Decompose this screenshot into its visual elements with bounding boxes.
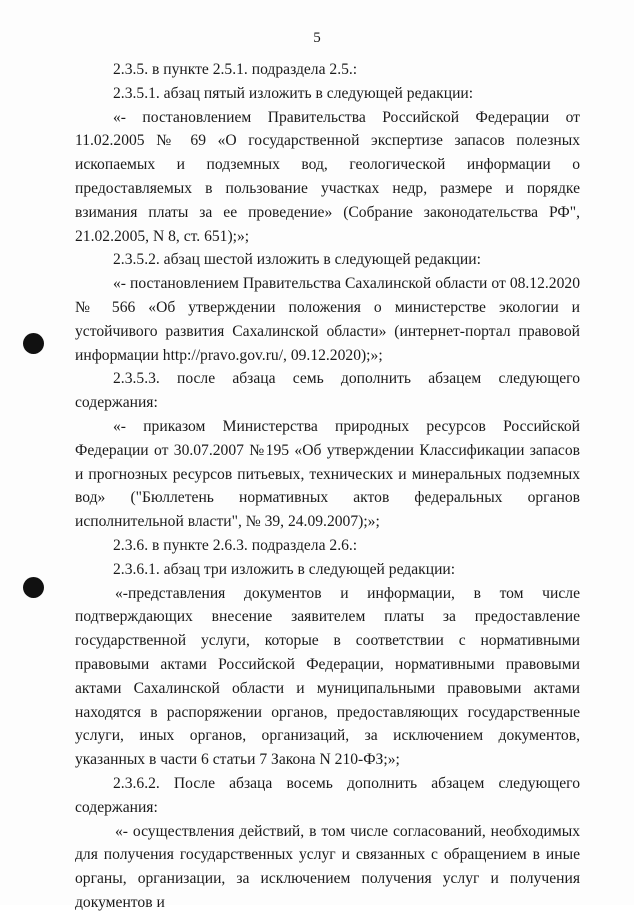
paragraph-2-3-6-2: 2.3.6.2. После абзаца восемь дополнить абзацем следующего содержания: [75,774,580,816]
paragraph-2-3-5-2: 2.3.5.2. абзац шестой изложить в следующей редакции: [113,251,481,269]
paragraph-2-3-5: 2.3.5. в пункте 2.5.1. подраздела 2.5.: [113,61,358,78]
paragraph-2-3-6-1: 2.3.6.1. абзац три изложить в следующей редакции: [113,560,456,578]
page-number: 5 [313,30,321,46]
paragraph-quote-actions: «- осуществления действий, в том числе согласований, необходимых для получения государственных услуг и связанных с обращением в иные органы, организации, за исключением получения услуг и получения документов и [75,822,580,911]
document-body [75,58,580,915]
paragraph-quote-decree-566: «- постановлением Правительства Сахалинской области от 08.12.2020 № 566 «Об утверждении положения о министерстве экологии и устойчивого развития Сахалинской области» (интернет-портал правовой информации http://pravo.gov.ru/, 09.12.2020);»; [75,275,580,364]
paragraph-2-3-5-1: 2.3.5.1. абзац пятый изложить в следующей редакции: [113,84,474,102]
paragraph-quote-decree-69: «- постановлением Правительства Российской Федерации от 11.02.2005 № 69 «О государственной экспертизе запасов полезных ископаемых и подземных вод, геологической информации о предоставляемых в пользование участках недр, размере и порядке взимания платы за ее проведение» (Собрание законодательства РФ", 21.02.2005, N 8, ст. 651);»; [75,108,580,245]
punch-hole-mark [23,577,44,598]
paragraph-2-3-5-3: 2.3.5.3. после абзаца семь дополнить абзацем следующего содержания: [75,370,580,412]
paragraph-quote-documents: «-представления документов и информации, в том числе подтверждающих внесение заявителем платы за предоставление государственной услуги, которые в соответствии с нормативными правовыми актами Российской Федерации, нормативными правовыми актами Сахалинской области и муниципальными правовыми актами находятся в распоряжении органов, предоставляющих государственные услуги, иных органов, организаций, за исключением документов, указанных в части 6 статьи 7 Закона N 210-ФЗ;»; [75,584,580,769]
paragraph-2-3-6: 2.3.6. в пункте 2.6.3. подраздела 2.6.: [113,536,358,554]
paragraph-quote-order-195: «- приказом Министерства природных ресурсов Российской Федерации от 30.07.2007 №195 «Об утверждении Классификации запасов и прогнозных ресурсов питьевых, технических и минеральных подземных вод» ("Бюллетень нормативных актов федеральных органов исполнительной власти", № 39, 24.09.2007);»; [75,417,580,531]
punch-hole-mark [23,333,44,354]
